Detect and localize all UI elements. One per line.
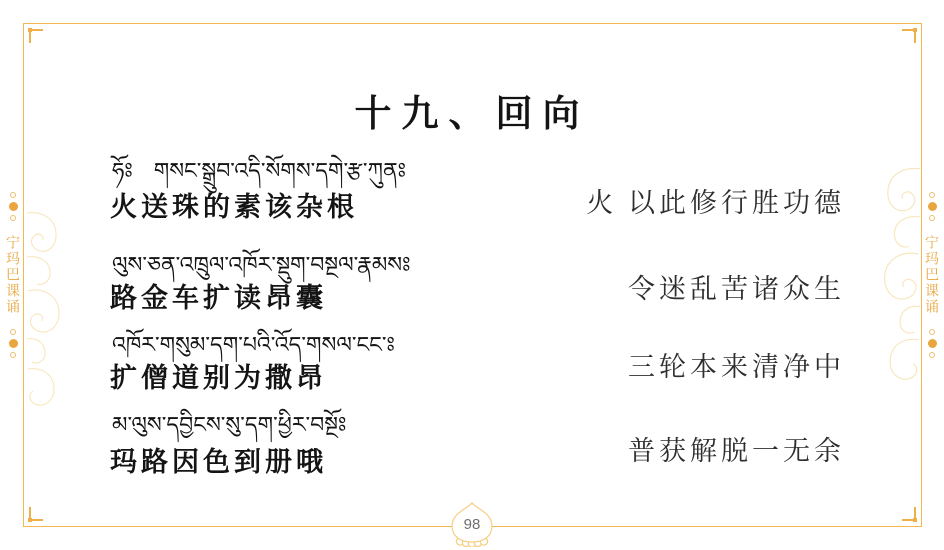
ornament-dots-top-left [9,190,18,223]
corner-ornament-top-left [28,28,44,44]
series-label-right: 宁玛巴课诵 [924,235,940,315]
translation-line-3: 三轮本来清净中 [628,352,845,382]
chapter-title: 十九、回向 [354,94,590,135]
translation-line-4: 普获解脱一无余 [628,436,845,466]
page-number-badge [443,500,501,547]
transliteration-line-1: 火送珠的素该杂根 [110,192,358,222]
page-number: 98 [463,516,481,533]
cloud-scroll-ornament-right [878,160,922,390]
corner-ornament-bottom-left [28,506,44,522]
small-circle-icon [10,352,16,358]
tibetan-line-4: མ་ལུས་དབྱིངས་སུ་དག་ཕྱིར་བསྔོཿ [112,413,347,438]
small-circle-icon [929,352,935,358]
small-circle-icon [10,215,16,221]
ornament-dots-top-right [928,190,937,223]
ornament-dots-bottom-left [9,327,18,360]
filled-circle-icon [9,202,18,211]
small-circle-icon [929,215,935,221]
filled-circle-icon [928,339,937,348]
corner-ornament-bottom-right [901,506,917,522]
tibetan-line-3: འཁོར་གསུམ་དག་པའི་འོད་གསལ་ངང་ཿ [112,333,395,358]
small-circle-icon [929,329,935,335]
series-label-left: 宁玛巴课诵 [5,235,21,315]
translation-line-2: 令迷乱苦诸众生 [628,274,845,304]
small-circle-icon [10,329,16,335]
filled-circle-icon [928,202,937,211]
small-circle-icon [10,192,16,198]
transliteration-line-2: 路金车扩读昂囊 [110,283,327,313]
corner-ornament-top-right [901,28,917,44]
transliteration-line-4: 玛路因色到册哦 [110,447,327,477]
transliteration-line-3: 扩僧道别为撒昂 [110,363,327,393]
cloud-scroll-ornament-left [25,205,65,415]
tibetan-line-2: ལུས་ཅན་འཁྲུལ་འཁོར་སྡུག་བསྔལ་རྣམསཿ [112,253,411,278]
translation-line-1: 火 以此修行胜功德 [586,188,845,218]
ornament-dots-bottom-right [928,327,937,360]
filled-circle-icon [9,339,18,348]
small-circle-icon [929,192,935,198]
tibetan-line-1: ཧོཿ གསང་སྒྲུབ་འདི་སོགས་དགེ་རྩ་ཀུནཿ [112,159,407,184]
